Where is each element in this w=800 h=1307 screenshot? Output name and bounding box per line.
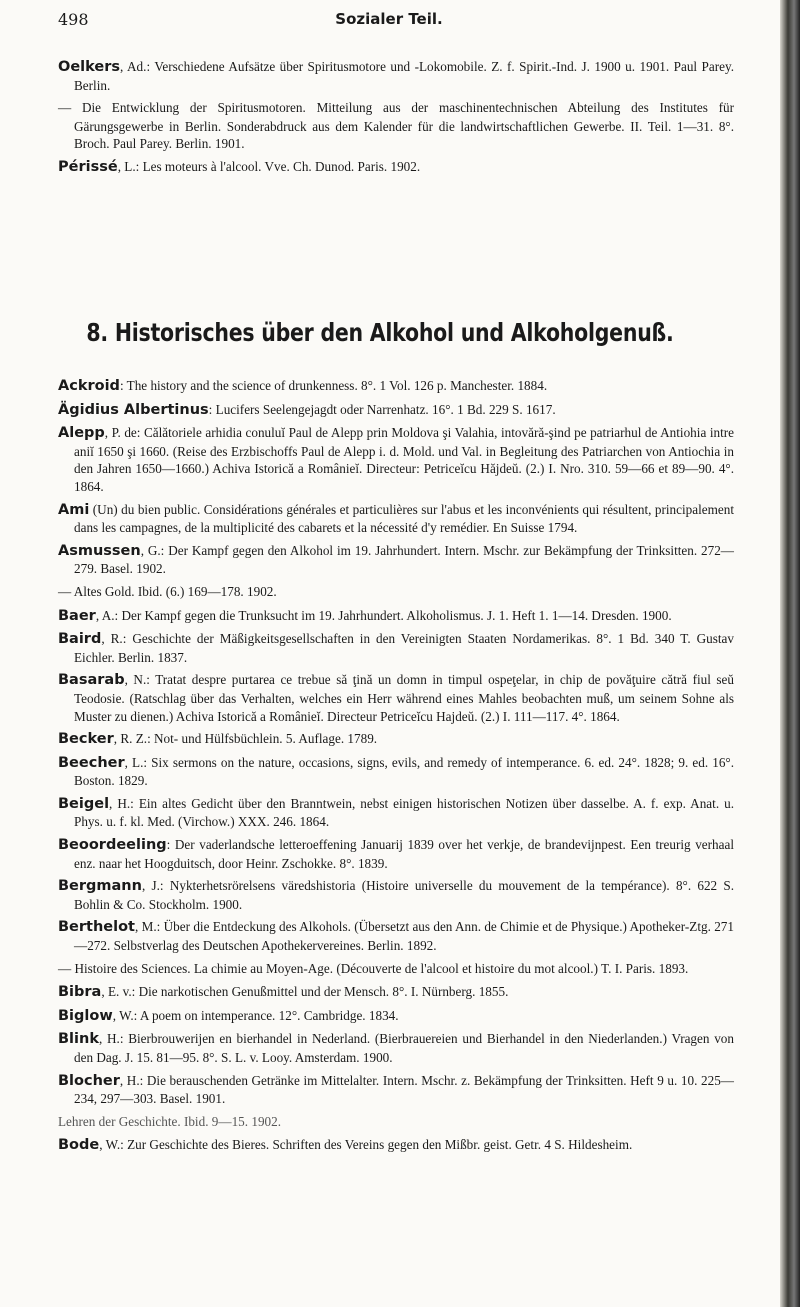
section-heading: 8. Historisches über den Alkohol und Alkoholgenuß. [86, 318, 674, 347]
page-number: 498 [58, 10, 89, 29]
bibliography-entry [58, 1113, 734, 1132]
running-title: Sozialer Teil. [335, 10, 443, 28]
bibliography-entry [58, 424, 734, 495]
entry-text: , G.: Der Kampf gegen den Alkohol im 19. Jahrhundert. Intern. Mschr. zur Bekämpfung der Trinksitten. 272—279. Basel. 1902. [74, 542, 734, 577]
entry-author: Beecher [58, 754, 125, 771]
entry-text: : Der vaderlandsche letteroeffening Januarij 1839 over het verkje, de brandevijnpest. Een treurig verhaal enz. naar het Hoogduitsch, door Heinr. Zschokke. 8°. 1839. [74, 837, 734, 871]
bibliography-entry [58, 377, 734, 396]
bibliography-entry [58, 1007, 734, 1026]
bibliography-entry [58, 795, 734, 831]
bibliography-entry [58, 754, 734, 790]
entry-text: , A.: Der Kampf gegen die Trunksucht im 19. Jahrhundert. Alkoholismus. J. 1. Heft 1. 1—14. Dresden. 1900. [95, 607, 672, 623]
entry-author: Baird [58, 631, 102, 648]
bibliography-entry [58, 836, 734, 872]
bibliography-entry [58, 1030, 734, 1066]
bibliography-entry [58, 1136, 734, 1155]
entry-text: , E. v.: Die narkotischen Genußmittel und der Mensch. 8°. I. Nürnberg. 1855. [101, 984, 509, 1000]
bibliography-entry [58, 158, 734, 177]
bibliography-entry [58, 542, 734, 578]
entry-author: Beoordeeling [58, 837, 167, 854]
bibliography-entry [58, 401, 734, 420]
entry-author: Blink [58, 1031, 99, 1048]
entry-author: Ami [58, 501, 90, 518]
entry-text: — Histoire des Sciences. La chimie au Moyen-Age. (Découverte de l'alcool et histoire du mot alcool.) T. I. Paris. 1893. [58, 960, 689, 976]
entry-text: , H.: Die berauschenden Getränke im Mittelalter. Intern. Mschr. z. Bekämpfung der Trinksitten. Heft 9 u. 10. 225—234, 297—303. Basel. 1901. [74, 1072, 734, 1107]
entry-author: Oelkers [58, 59, 121, 75]
entry-text: , P. de: Călătoriele arhidia conuluĭ Paul de Alepp prin Moldova şi Valahia, intovără-şind pe patriarhul de Antiohia intre aniĭ 1650 şi 1660. (Reise des Erzbischoffs Paul de Alepp i. d. Mold. und Val. in Begleitung des Patriarchen von Antiochia in den Jahren 1650—1660.) Achiva Istorică a Românieĭ. Directeur: Petriceĭcu Hăjdeŭ. (2.) I. Nro. 310. 59—66 et 89—90. 4°. 1864. [74, 425, 734, 494]
entry-author: Biglow [58, 1007, 113, 1024]
bibliography-entry [58, 99, 734, 153]
entry-text: , L.: Les moteurs à l'alcool. Vve. Ch. Dunod. Paris. 1902. [117, 158, 421, 174]
entry-author: Bode [58, 1137, 100, 1154]
entry-text: , H.: Bierbrouwerijen en bierhandel in Nederland. (Bierbrauereien und Bierhandel in den Niederlanden.) Vragen von den Dag. J. 15. 81—95. 8°. S. L. v. Looy. Amsterdam. 1900. [74, 1031, 734, 1065]
entry-author: Berthelot [58, 919, 135, 936]
entry-text: , R. Z.: Not- und Hülfsbüchlein. 5. Auflage. 1789. [113, 731, 378, 747]
entry-author: Ägidius Albertinus [58, 401, 209, 418]
entry-author: Ackroid [58, 378, 120, 394]
entry-text: : The history and the science of drunkenness. 8°. 1 Vol. 126 p. Manchester. 1884. [119, 378, 548, 393]
bibliography-entry [58, 1072, 734, 1108]
entry-text: , R.: Geschichte der Mäßigkeitsgesellschaften in den Vereinigten Staaten Nordamerikas. 8°. 1 Bd. 340 T. Gustav Eichler. Berlin. 1837. [74, 631, 734, 665]
entry-author: Asmussen [58, 542, 141, 559]
entry-text: : Lucifers Seelengejagdt oder Narrenhatz. 16°. 1 Bd. 229 S. 1617. [208, 401, 556, 417]
entry-text: — Altes Gold. Ibid. (6.) 169—178. 1902. [58, 583, 277, 599]
bibliography-entry [58, 877, 734, 913]
bibliography-entry [58, 983, 734, 1002]
entry-text: , H.: Ein altes Gedicht über den Branntwein, nebst einigen historischen Notizen über dasselbe. A. f. exp. Anat. u. Phys. u. f. kl. Med. (Virchow.) XXX. 246. 1864. [74, 795, 734, 830]
entry-text: , M.: Über die Entdeckung des Alkohols. (Übersetzt aus den Ann. de Chimie et de Physique.) Apotheker-Ztg. 271—272. Selbstverlag des Deutschen Apothekervereines. Berlin. 1892. [74, 919, 734, 954]
bibliography-entry [58, 58, 734, 94]
entry-text: — Die Entwicklung der Spiritusmotoren. Mitteilung aus der maschinentechnischen Abteilung des Institutes für Gärungsgewerbe in Berlin. Sonderabdruck aus dem Kalender für die landwirtschaftlichen Gewerbe. II. Teil. 1—31. 8°. Broch. Paul Parey. Berlin. 1901. [58, 100, 734, 152]
entry-author: Becker [58, 731, 114, 748]
entry-text: (Un) du bien public. Considérations générales et particulières sur l'abus et les inconvénients qui résultent, principalement dans les campagnes, de la multiplicité des cabarets et la nécessité d'y remédier. En Suisse 1794. [74, 501, 734, 536]
bibliography-entry [58, 501, 734, 537]
entry-text: , J.: Nykterhetsrörelsens väredshistoria (Histoire universelle du mouvement de la tempérance). 8°. 622 S. Bohlin & Co. Stockholm. 1900. [74, 878, 734, 912]
entry-author: Bergmann [58, 878, 142, 895]
entry-text: , Ad.: Verschiedene Aufsätze über Spiritusmotore und -Lokomobile. Z. f. Spirit.-Ind. J. 1900 u. 1901. Paul Parey. Berlin. [74, 59, 734, 93]
entry-author: Basarab [58, 672, 125, 689]
book-binding-edge [780, 0, 800, 1307]
entry-author: Blocher [58, 1072, 120, 1089]
entry-author: Alepp [58, 425, 105, 442]
entry-author: Beigel [58, 795, 110, 812]
entry-text: Lehren der Geschichte. Ibid. 9—15. 1902. [58, 1113, 282, 1129]
page-header [58, 10, 720, 34]
entry-author: Périssé [58, 158, 118, 175]
bibliography-entry [58, 630, 734, 666]
entry-text: , W.: A poem on intemperance. 12°. Cambridge. 1834. [112, 1007, 399, 1023]
bibliography-list-previous-section [58, 58, 734, 182]
bibliography-entry [58, 671, 734, 725]
bibliography-entry [58, 730, 734, 749]
entry-text: , N.: Tratat despre purtarea ce trebue să ţină un domn in timpul ospeţelar, in chip de povăţuire cătră fiul seŭ Teodosie. (Ratschlag über das Verhalten, welches ein Herr während eines Mahles beobachten muß, um seinem Sohne als Muster zu dienen.) Achiva Istorică a Românieĭ. Directeur Petriceĭcu Hajdeŭ. (2.) I. 111—117. 4°. 1864. [74, 672, 734, 724]
entry-text: , W.: Zur Geschichte des Bieres. Schriften des Vereins gegen den Mißbr. geist. Getr. 4 S. Hildesheim. [99, 1137, 633, 1153]
bibliography-entry [58, 960, 734, 979]
entry-author: Bibra [58, 984, 102, 1001]
entry-text: , L.: Six sermons on the nature, occasions, signs, evils, and remedy of intemperance. 6. ed. 24°. 1828; 9. ed. 16°. Boston. 1829. [74, 754, 734, 789]
entry-author: Baer [58, 607, 96, 624]
bibliography-entry [58, 583, 734, 602]
bibliography-entry [58, 607, 734, 626]
bibliography-entry [58, 918, 734, 954]
bibliography-list [58, 377, 734, 1160]
